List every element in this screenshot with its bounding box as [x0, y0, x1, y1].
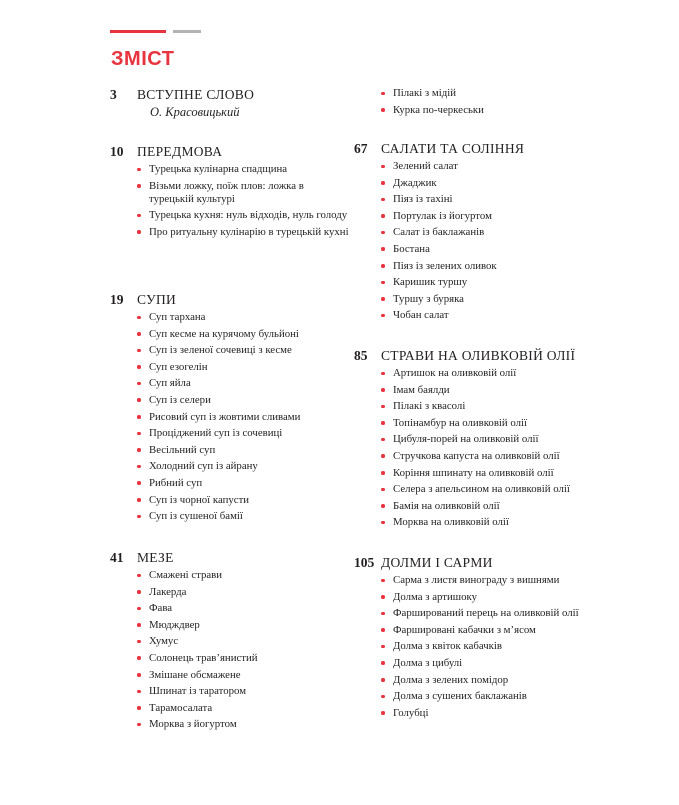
toc-item[interactable]: Суп із зеленої сочевиці з кесме	[135, 344, 350, 357]
toc-section-heading[interactable]	[110, 292, 350, 308]
section-page-number: 85	[354, 348, 368, 363]
toc-item[interactable]: Суп яйла	[135, 377, 350, 390]
section-page-number: 105	[354, 555, 375, 570]
toc-section	[354, 555, 599, 723]
gray-bar	[173, 30, 201, 33]
toc-section	[110, 144, 350, 242]
toc-item[interactable]: Долма з сушених баклажанів	[379, 690, 599, 703]
toc-item[interactable]: Проціджений суп із сочевиці	[135, 427, 350, 440]
toc-item[interactable]: Візьми ложку, поїж плов: ложка в турецькій культурі	[135, 180, 350, 206]
toc-item-list	[379, 160, 599, 322]
toc-item[interactable]: Холодний суп із айрану	[135, 460, 350, 473]
toc-item[interactable]: Морква з йогуртом	[135, 718, 350, 731]
toc-item[interactable]: Каришик туршу	[379, 276, 599, 289]
toc-item[interactable]: Шпинат із таратором	[135, 685, 350, 698]
toc-section-heading[interactable]	[354, 555, 599, 571]
toc-item[interactable]: Топінамбур на оливковій олії	[379, 417, 599, 430]
toc-section	[110, 87, 350, 120]
section-title: ПЕРЕДМОВА	[137, 144, 223, 159]
toc-section-heading[interactable]	[110, 144, 350, 160]
toc-item[interactable]: Піяз із тахіні	[379, 193, 599, 206]
toc-item-list	[135, 311, 350, 523]
toc-item[interactable]: Солонець трав’янистий	[135, 652, 350, 665]
toc-item[interactable]: Долма з артишоку	[379, 591, 599, 604]
toc-section	[110, 292, 350, 527]
toc-item[interactable]: Рисовий суп із жовтими сливами	[135, 411, 350, 424]
accent-bar	[110, 30, 166, 33]
toc-item[interactable]: Фарширований перець на оливковій олії	[379, 607, 599, 620]
toc-item[interactable]: Курка по-черкеськи	[379, 104, 599, 117]
toc-item[interactable]: Пілакі з мідій	[379, 87, 599, 100]
toc-item[interactable]: Тарамосалата	[135, 702, 350, 715]
toc-item[interactable]: Долма з цибулі	[379, 657, 599, 670]
toc-item-list	[379, 367, 599, 529]
toc-item[interactable]: Бамія на оливковій олії	[379, 500, 599, 513]
toc-item[interactable]: Суп езогелін	[135, 361, 350, 374]
toc-item[interactable]: Селера з апельсином на оливковій олії	[379, 483, 599, 496]
toc-item[interactable]: Морква на оливковій олії	[379, 516, 599, 529]
toc-item[interactable]: Про ритуальну кулінарію в турецькій кухні	[135, 226, 350, 239]
section-page-number: 41	[110, 550, 124, 565]
toc-item[interactable]: Весільний суп	[135, 444, 350, 457]
toc-item[interactable]: Мюдждвер	[135, 619, 350, 632]
section-title: САЛАТИ ТА СОЛІННЯ	[381, 141, 525, 156]
toc-item[interactable]: Коріння шпинату на оливковій олії	[379, 467, 599, 480]
toc-item-list	[135, 163, 350, 239]
toc-item[interactable]: Турецька кухня: нуль відходів, нуль голоду	[135, 209, 350, 222]
toc-item-list	[135, 569, 350, 731]
toc-item[interactable]: Рибний суп	[135, 477, 350, 490]
toc-section	[354, 141, 599, 326]
toc-item[interactable]: Турецька кулінарна спадщина	[135, 163, 350, 176]
section-page-number: 3	[110, 87, 117, 102]
toc-item[interactable]: Сарма з листя винограду з вишнями	[379, 574, 599, 587]
toc-item[interactable]: Долма з зелених помідор	[379, 674, 599, 687]
toc-item[interactable]: Пілакі з квасолі	[379, 400, 599, 413]
section-title: СТРАВИ НА ОЛИВКОВІЙ ОЛІЇ	[381, 348, 576, 363]
toc-item[interactable]: Артишок на оливковій олії	[379, 367, 599, 380]
toc-item[interactable]: Суп із чорної капусти	[135, 494, 350, 507]
toc-item[interactable]: Імам баялди	[379, 384, 599, 397]
toc-item[interactable]: Джаджик	[379, 177, 599, 190]
toc-item[interactable]: Голубці	[379, 707, 599, 720]
toc-item[interactable]: Суп із селери	[135, 394, 350, 407]
toc-item[interactable]: Цибуля-порей на оливковій олії	[379, 433, 599, 446]
toc-section	[354, 348, 599, 533]
toc-section-heading[interactable]	[110, 87, 350, 103]
toc-item[interactable]: Лакерда	[135, 586, 350, 599]
toc-item[interactable]: Чобан салат	[379, 309, 599, 322]
section-title: ДОЛМИ І САРМИ	[381, 555, 493, 570]
toc-item[interactable]: Хумус	[135, 635, 350, 648]
toc-section-heading[interactable]	[110, 550, 350, 566]
toc-item-list	[379, 574, 599, 720]
toc-item[interactable]: Стручкова капуста на оливковій олії	[379, 450, 599, 463]
toc-section-heading[interactable]	[354, 141, 599, 157]
toc-item[interactable]: Фава	[135, 602, 350, 615]
page-title: ЗМІСТ	[111, 48, 175, 70]
toc-section-continued	[354, 84, 599, 120]
toc-item[interactable]: Туршу з буряка	[379, 293, 599, 306]
toc-item[interactable]: Зелений салат	[379, 160, 599, 173]
toc-item-list	[379, 87, 599, 117]
toc-item[interactable]: Долма з квіток кабачків	[379, 640, 599, 653]
section-title: МЕЗЕ	[137, 550, 174, 565]
toc-item[interactable]: Суп тархана	[135, 311, 350, 324]
toc-section	[110, 550, 350, 735]
toc-item[interactable]: Піяз із зелених оливок	[379, 260, 599, 273]
toc-item[interactable]: Портулак із йогуртом	[379, 210, 599, 223]
toc-item[interactable]: Суп із сушеної бамії	[135, 510, 350, 523]
toc-item[interactable]: Смажені страви	[135, 569, 350, 582]
toc-section-heading[interactable]	[354, 348, 599, 364]
section-title: СУПИ	[137, 292, 177, 307]
section-title: ВСТУПНЕ СЛОВО	[137, 87, 255, 102]
toc-item[interactable]: Суп кесме на курячому бульйоні	[135, 328, 350, 341]
section-page-number: 10	[110, 144, 124, 159]
section-page-number: 67	[354, 141, 368, 156]
toc-item[interactable]: Бостана	[379, 243, 599, 256]
toc-item[interactable]: Фаршировані кабачки з м’ясом	[379, 624, 599, 637]
toc-item[interactable]: Змішане обсмажене	[135, 669, 350, 682]
toc-item[interactable]: Салат із баклажанів	[379, 226, 599, 239]
section-page-number: 19	[110, 292, 124, 307]
section-author: О. Красовицький	[150, 105, 240, 119]
